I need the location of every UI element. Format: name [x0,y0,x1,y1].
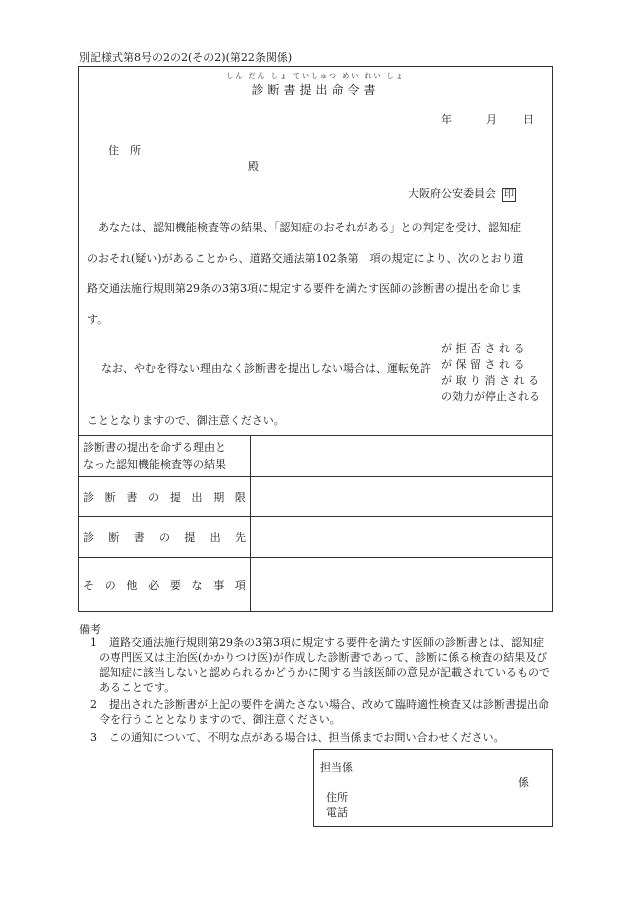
notice-option: が 取 り 消 さ れ る [441,374,539,387]
closing-text: こととなりますので、御注意ください。 [87,414,285,427]
label-char: な [191,578,203,592]
issuer-line [408,185,516,202]
contact-phone-label: 電話 [326,806,348,819]
label-char: 提 [169,490,181,504]
destination-value-cell[interactable] [251,517,553,558]
label-char: の [148,490,160,504]
document-title: 診断書提出命令書 [251,83,380,97]
seal-mark: 印 [504,189,514,200]
recipient-honorific: 殿 [248,160,259,173]
label-char: 限 [234,490,246,504]
notice-option: が 拒 否 さ れ る [441,342,525,355]
note-number: 3 [90,731,97,744]
form-caption: 別記様式第8号の2の2(その2)(第22条関係) [79,51,293,64]
reason-label [79,436,251,477]
label-char: 診 [83,531,94,544]
contact-section-label: 担当係 [320,761,353,774]
label-char: 先 [234,531,246,544]
label-char: 必 [148,578,160,592]
notice-option: の効力が停止される [441,390,540,403]
label-char: そ [83,578,94,592]
label-char: 期 [213,490,225,504]
notice-lead: なお、やむを得ない理由なく診断書を提出しない場合は、運転免許 [101,362,431,375]
body-line: あなたは、認知機能検査等の結果、「認知症のおそれがある」との判定を受け、認知症 [87,221,522,234]
table-row [79,558,553,612]
note-number: 1 [90,636,97,649]
info-table [78,435,553,612]
label-char: 断 [108,531,120,544]
notice-option: が 保 留 さ れ る [441,358,525,371]
note-item [90,697,553,727]
title-ruby: しん だん しょ ていしゅつ めい れい しょ [226,72,405,80]
table-row [79,477,553,517]
label-char: の [104,578,116,592]
body-line: のおそれ(疑い)があることから、道路交通法第102条第 項の規定により、次のとおり道 [87,252,524,265]
note-item [90,730,553,745]
other-items-label [79,558,251,612]
label-char: 診 [83,490,94,504]
label-char: 提 [184,531,196,544]
recipient-address-label: 住 所 [108,144,141,157]
label-char: 項 [234,578,246,592]
deadline-label [79,477,251,517]
date-line [441,111,534,127]
label-char: 出 [209,531,221,544]
label-char: 書 [133,531,145,544]
reason-value-cell[interactable] [251,436,553,477]
label-char: 断 [104,490,116,504]
label-char: の [158,531,170,544]
reason-label-line: 診断書の提出を命ずる理由と [83,441,226,454]
destination-label [79,517,251,558]
contact-section-suffix: 係 [518,776,529,789]
label-char: 他 [126,578,138,592]
date-month: 月 [486,113,497,126]
note-number: 2 [90,698,97,711]
date-day: 日 [523,113,534,126]
label-char: 要 [169,578,181,592]
contact-box [313,749,553,827]
label-char: 出 [191,490,203,504]
label-char: 書 [126,490,138,504]
table-row [79,436,553,477]
note-text: 道路交通法施行規則第29条の3第3項に規定する要件を満たす医師の診断書とは、認知症の専門医又は主治医(かかりつけ医)が作成した診断書であって、診断に係る検査の結果及び認知症に該当しないと認められるかどうかに関する当該医師の意見が記載されているものであることです。 [99,636,550,694]
reason-label-line: なった認知機能検査等の結果 [83,458,226,471]
order-form-frame [78,66,553,612]
notes-title: 備考 [79,623,101,636]
date-year: 年 [441,113,452,126]
other-items-value-cell[interactable] [251,558,553,612]
body-line: す。 [87,313,109,326]
deadline-value-cell[interactable] [251,477,553,517]
table-row [79,517,553,558]
contact-address-label: 住所 [326,791,348,804]
note-text: 提出された診断書が上記の要件を満たさない場合、改めて臨時適性検査又は診断書提出命令を行うこととなりますので、御注意ください。 [99,698,549,726]
issuer-name: 大阪府公安委員会 [408,187,496,200]
note-text: この通知について、不明な点がある場合は、担当係までお問い合わせください。 [109,731,505,744]
label-char: 事 [213,578,225,592]
body-line: 路交通法施行規則第29条の3第3項に規定する要件を満たす医師の診断書の提出を命じま [87,282,522,295]
note-item [90,635,553,695]
